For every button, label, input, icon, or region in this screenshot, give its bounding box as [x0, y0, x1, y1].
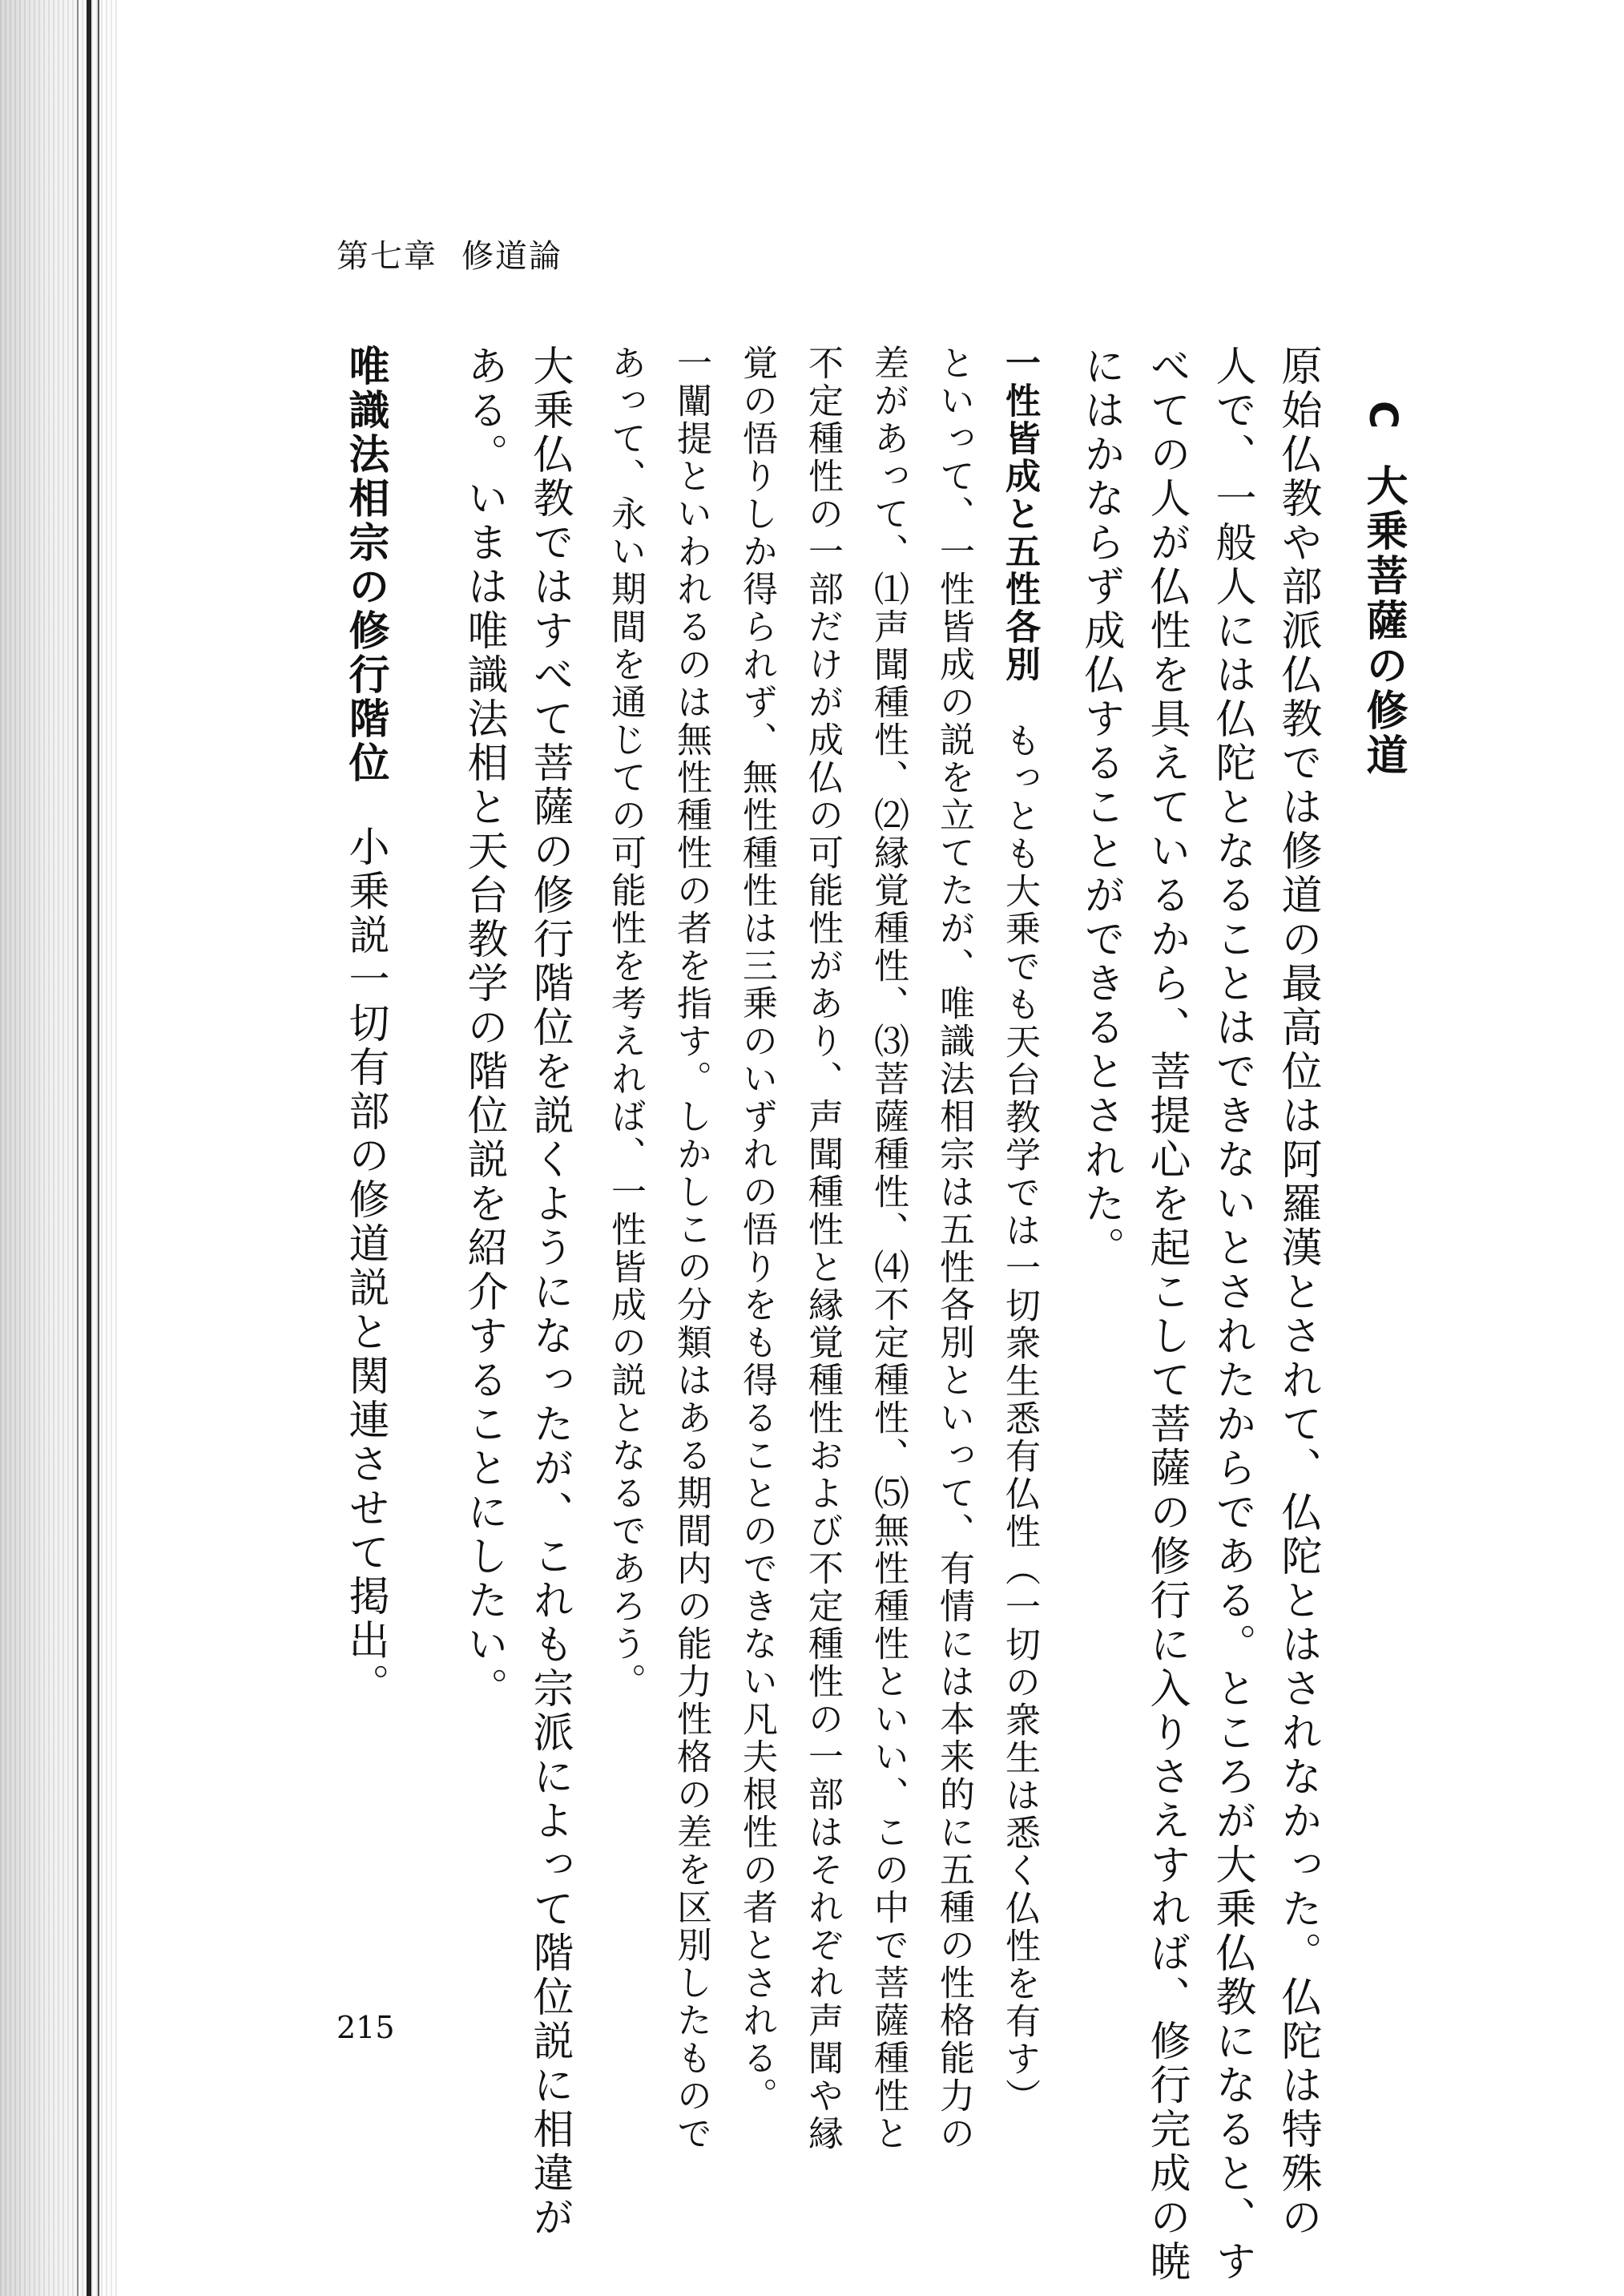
- chapter-label: 第七章: [336, 238, 437, 275]
- section-heading: [1359, 401, 1407, 2108]
- scan-gutter: [0, 0, 120, 2296]
- text-column: といって、一性皆成の説を立てたが、唯識法相宗は五性各別といって、有情には本来的に五種の性格能力の: [933, 345, 974, 2153]
- text-column: にはかならず成仏することができるとされた。: [1077, 345, 1124, 1270]
- gutter-rule: [98, 0, 99, 2296]
- page-number: 215: [336, 2010, 395, 2045]
- gutter-rule: [77, 0, 79, 2296]
- text-column: 大乗仏教ではすべて菩薩の修行階位を説くようになったが、これも宗派によって階位説に相違が: [526, 345, 573, 2240]
- text-column: あって、永い期間を通じての可能性を考えれば、一性皆成の説となるであろう。: [605, 345, 646, 1701]
- subsection-text: もっとも大乗でも天台教学では一切衆生悉有仏性（一切の衆生は悉く仏性を有す）: [999, 722, 1040, 2116]
- text-column: 差があって、⑴声聞種性、⑵縁覚種性、⑶菩薩種性、⑷不定種性、⑸無性種性といい、この中で菩薩種性と: [868, 345, 909, 2153]
- text-column: 覚の悟りしか得られず、無性種性は三乗のいずれの悟りをも得ることのできない凡夫根性の者とされる。: [736, 345, 777, 2115]
- subsection-text: 小乗説一切有部の修道説と関連させて掲出。: [341, 825, 389, 1707]
- subsection-heading: 唯識法相宗の修行階位: [341, 345, 389, 785]
- running-header: [336, 231, 562, 276]
- section-mark: C: [1360, 401, 1405, 433]
- text-column: 人で、一般人には仏陀となることはできないとされたからである。ところが大乗仏教になると、す: [1208, 345, 1255, 2284]
- chapter-title: 修道論: [461, 238, 562, 275]
- section-title: 大乗菩薩の修道: [1359, 464, 1407, 779]
- text-column: ある。いまは唯識法相と天台教学の階位説を紹介することにしたい。: [460, 345, 507, 1711]
- text-column: 不定種性の一部だけが成仏の可能性があり、声聞種性と縁覚種性および不定種性の一部はそれぞれ声聞や縁: [802, 345, 843, 2153]
- text-column: べての人が仏性を具えているから、菩提心を起こして菩薩の修行に入りさえすれば、修行完成の暁: [1142, 345, 1190, 2284]
- subsection-heading: 一性皆成と五性各別: [999, 345, 1040, 684]
- text-column: 原始仏教や部派仏教では修道の最高位は阿羅漢とされて、仏陀とはされなかった。仏陀は特殊の: [1274, 345, 1321, 2240]
- subsection-column: [999, 345, 1040, 2116]
- text-column: 一闡提といわれるのは無性種性の者を指す。しかしこの分類はある期間内の能力性格の差を区別したもので: [671, 345, 711, 2153]
- gutter-rule: [87, 0, 91, 2296]
- subsection-column: [341, 345, 389, 2052]
